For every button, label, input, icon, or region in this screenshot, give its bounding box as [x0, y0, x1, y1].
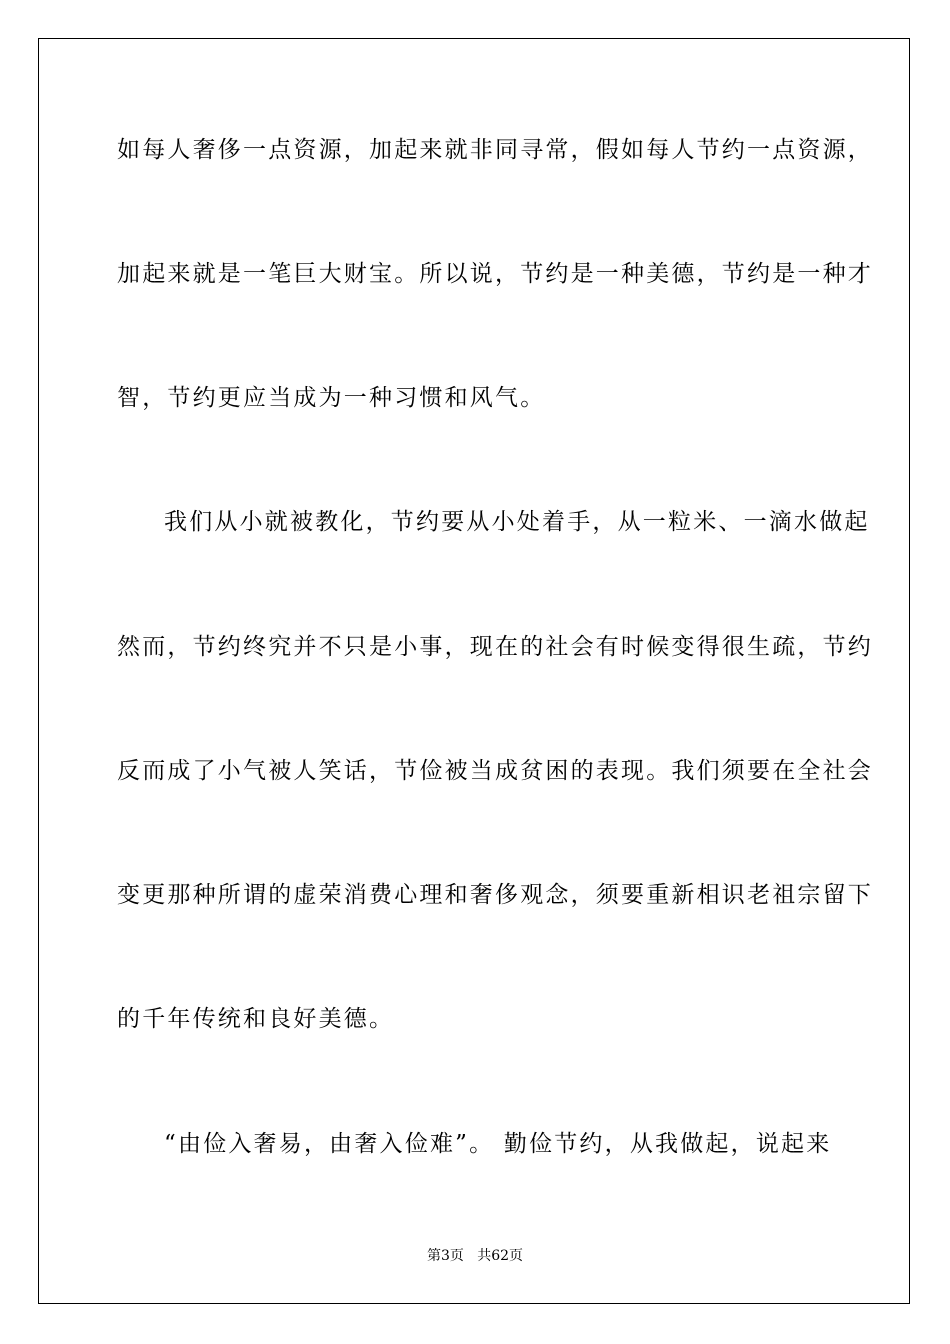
- text-line-8: 的千年传统和良好美德。: [117, 1006, 395, 1032]
- text-line-1: 如每人奢侈一点资源，加起来就非同寻常，假如每人节约一点资源，: [117, 137, 873, 163]
- text-line-4: 我们从小就被教化，节约要从小处着手，从一粒米、一滴水做起: [164, 509, 870, 535]
- text-line-2: 加起来就是一笔巨大财宝。所以说，节约是一种美德，节约是一种才: [117, 261, 873, 287]
- text-line-3: 智，节约更应当成为一种习惯和风气。: [117, 385, 546, 411]
- text-line-5: 然而，节约终究并不只是小事，现在的社会有时候变得很生疏，节约: [117, 634, 873, 660]
- text-line-6: 反而成了小气被人笑话，节俭被当成贫困的表现。我们须要在全社会: [117, 758, 873, 784]
- text-line-9: “由俭入奢易，由奢入俭难”。 勤俭节约，从我做起，说起来: [164, 1131, 832, 1157]
- page-border: [38, 38, 910, 1304]
- text-line-7: 变更那种所谓的虚荣消费心理和奢侈观念，须要重新相识老祖宗留下: [117, 882, 873, 908]
- page-footer: 第3页 共62页: [426, 1248, 524, 1264]
